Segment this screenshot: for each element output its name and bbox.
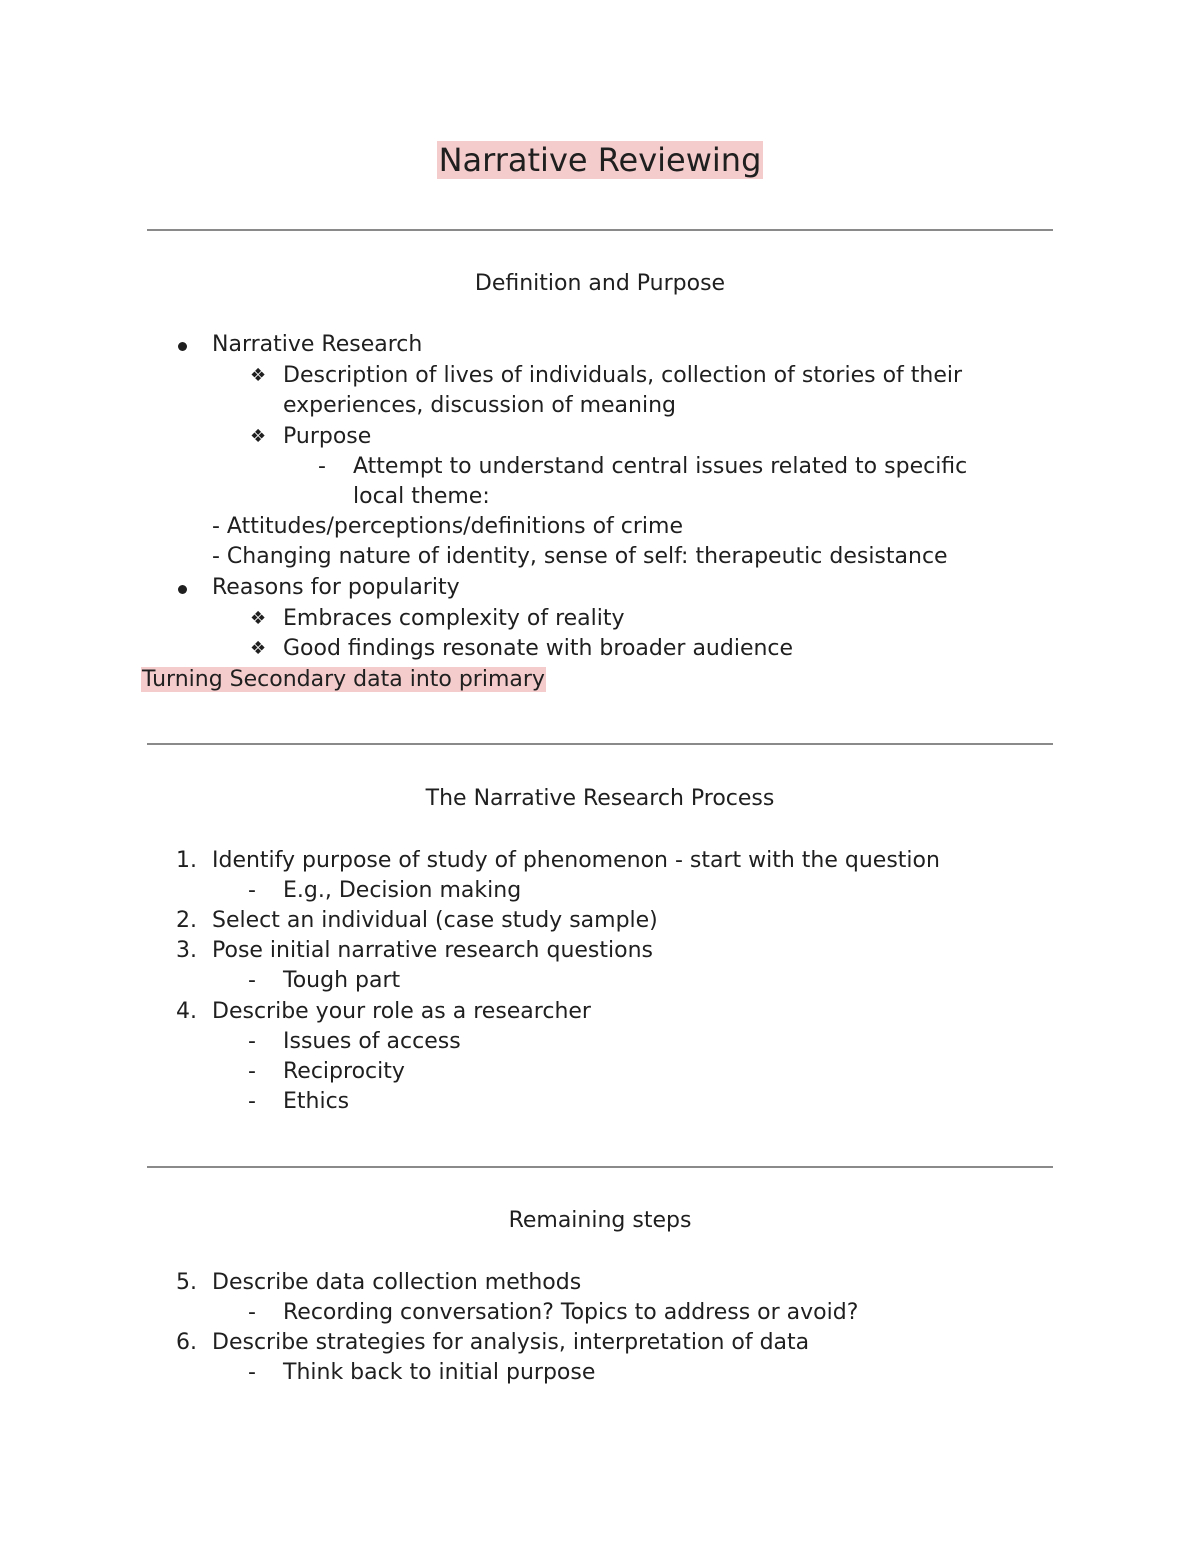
list-number: 6. bbox=[176, 1330, 197, 1355]
list-number: 1. bbox=[176, 848, 197, 873]
section-heading-remaining: Remaining steps bbox=[508, 1208, 692, 1233]
list-item: Identify purpose of study of phenomenon - start with the question bbox=[212, 848, 940, 873]
list-item: Pose initial narrative research questions bbox=[212, 938, 653, 963]
diamond-bullet-icon: ❖ bbox=[250, 608, 267, 629]
divider-1 bbox=[147, 229, 1053, 231]
sub-embraces-complexity: Embraces complexity of reality bbox=[283, 606, 625, 631]
bullet-narrative-research: Narrative Research bbox=[212, 332, 423, 357]
highlight-note bbox=[141, 665, 546, 695]
list-number: 3. bbox=[176, 938, 197, 963]
sub-purpose: Purpose bbox=[283, 424, 372, 449]
sub-item: Recording conversation? Topics to address or avoid? bbox=[283, 1300, 859, 1325]
divider-3 bbox=[147, 1166, 1053, 1168]
sub-item: Tough part bbox=[283, 968, 401, 993]
diamond-bullet-icon: ❖ bbox=[250, 426, 267, 447]
list-item: Describe data collection methods bbox=[212, 1270, 582, 1295]
bullet-dot bbox=[178, 585, 187, 594]
section-heading-definition: Definition and Purpose bbox=[474, 271, 726, 296]
bullet-reasons-popularity: Reasons for popularity bbox=[212, 575, 460, 600]
list-item: Select an individual (case study sample) bbox=[212, 908, 658, 933]
sub-item: Issues of access bbox=[283, 1029, 461, 1054]
plain-line-attitudes: - Attitudes/perceptions/definitions of crime bbox=[212, 514, 684, 539]
sub-description-line1: Description of lives of individuals, collection of stories of their bbox=[283, 363, 963, 388]
divider-2 bbox=[147, 743, 1053, 745]
diamond-bullet-icon: ❖ bbox=[250, 365, 267, 386]
dash-marker: - bbox=[248, 1089, 256, 1114]
sub-item: E.g., Decision making bbox=[283, 878, 522, 903]
highlight-note-text: Turning Secondary data into primary bbox=[142, 667, 545, 692]
sub-item: Reciprocity bbox=[283, 1059, 405, 1084]
sub-description-line2: experiences, discussion of meaning bbox=[283, 393, 677, 418]
dash-marker: - bbox=[248, 1059, 256, 1084]
dash-marker: - bbox=[318, 454, 326, 479]
diamond-bullet-icon: ❖ bbox=[250, 638, 267, 659]
list-number: 4. bbox=[176, 999, 197, 1024]
sub-item: Ethics bbox=[283, 1089, 350, 1114]
plain-line-identity: - Changing nature of identity, sense of self: therapeutic desistance bbox=[212, 544, 948, 569]
list-item: Describe strategies for analysis, interpretation of data bbox=[212, 1330, 810, 1355]
sub-good-findings: Good findings resonate with broader audience bbox=[283, 636, 794, 661]
dash-marker: - bbox=[248, 968, 256, 993]
dash-marker: - bbox=[248, 1300, 256, 1325]
dash-marker: - bbox=[248, 1360, 256, 1385]
sub-item: Think back to initial purpose bbox=[283, 1360, 596, 1385]
bullet-dot bbox=[178, 342, 187, 351]
list-number: 5. bbox=[176, 1270, 197, 1295]
purpose-detail-line1: Attempt to understand central issues related to specific bbox=[353, 454, 968, 479]
title-text: Narrative Reviewing bbox=[438, 141, 762, 179]
list-number: 2. bbox=[176, 908, 197, 933]
document-title bbox=[0, 138, 1200, 182]
dash-marker: - bbox=[248, 878, 256, 903]
dash-marker: - bbox=[248, 1029, 256, 1054]
list-item: Describe your role as a researcher bbox=[212, 999, 591, 1024]
section-heading-process: The Narrative Research Process bbox=[425, 786, 775, 811]
purpose-detail-line2: local theme: bbox=[353, 484, 490, 509]
